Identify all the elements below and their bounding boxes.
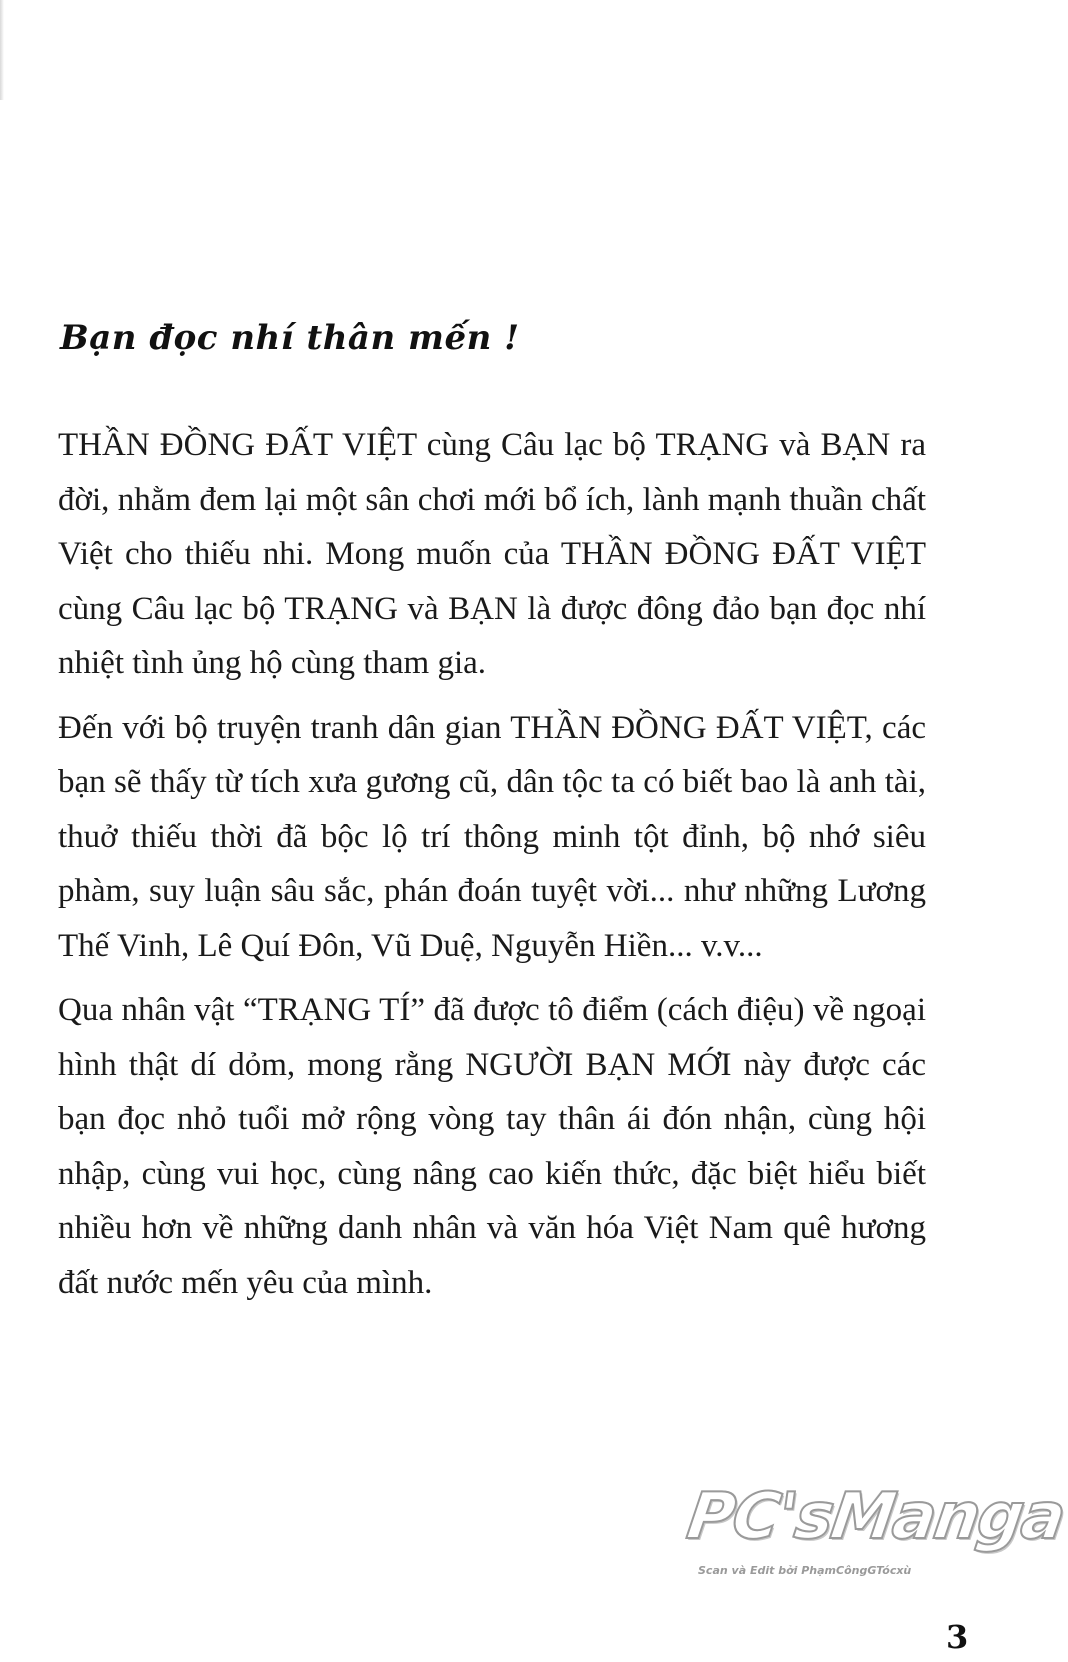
body-text xyxy=(58,418,926,1320)
watermark-credit: Scan và Edit bởi PhạmCôngGTócxù xyxy=(698,1564,912,1577)
paragraph-2: Đến với bộ truyện tranh dân gian THẦN ĐỒNG ĐẤT VIỆT, các bạn sẽ thấy từ tích xưa gương cũ, dân tộc ta có biết bao là anh tài, thuở thiếu thời đã bộc lộ trí thông minh tột đỉnh, bộ nhớ siêu phàm, suy luận sâu sắc, phán đoán tuyệt vời... như những Lương Thế Vinh, Lê Quí Đôn, Vũ Duệ, Nguyễn Hiền... v.v... xyxy=(58,709,926,964)
page-number: 3 xyxy=(946,1618,969,1656)
paragraph-1: THẦN ĐỒNG ĐẤT VIỆT cùng Câu lạc bộ TRẠNG và BẠN ra đời, nhằm đem lại một sân chơi mới bổ ích, lành mạnh thuần chất Việt cho thiếu nhi. Mong muốn của THẦN ĐỒNG ĐẤT VIỆT cùng Câu lạc bộ TRẠNG và BẠN là được đông đảo bạn đọc nhí nhiệt tình ủng hộ cùng tham gia. xyxy=(58,427,926,681)
paragraph-3: Qua nhân vật “TRẠNG TÍ” đã được tô điểm (cách điệu) về ngoại hình thật dí dỏm, mong rằng NGƯỜI BẠN MỚI này được các bạn đọc nhỏ tuổi mở rộng vòng tay thân ái đón nhận, cùng hội nhập, cùng vui học, cùng nâng cao kiến thức, đặc biệt hiểu biết nhiều hơn về những danh nhân và văn hóa Việt Nam quê hương đất nước mến yêu của mình. xyxy=(58,992,926,1301)
greeting-heading: Bạn đọc nhí thân mến ! xyxy=(60,318,520,358)
page-edge-shadow xyxy=(0,0,4,100)
watermark-logo-text: PC'sManga xyxy=(682,1480,1068,1554)
scanlation-watermark xyxy=(682,1480,1068,1590)
